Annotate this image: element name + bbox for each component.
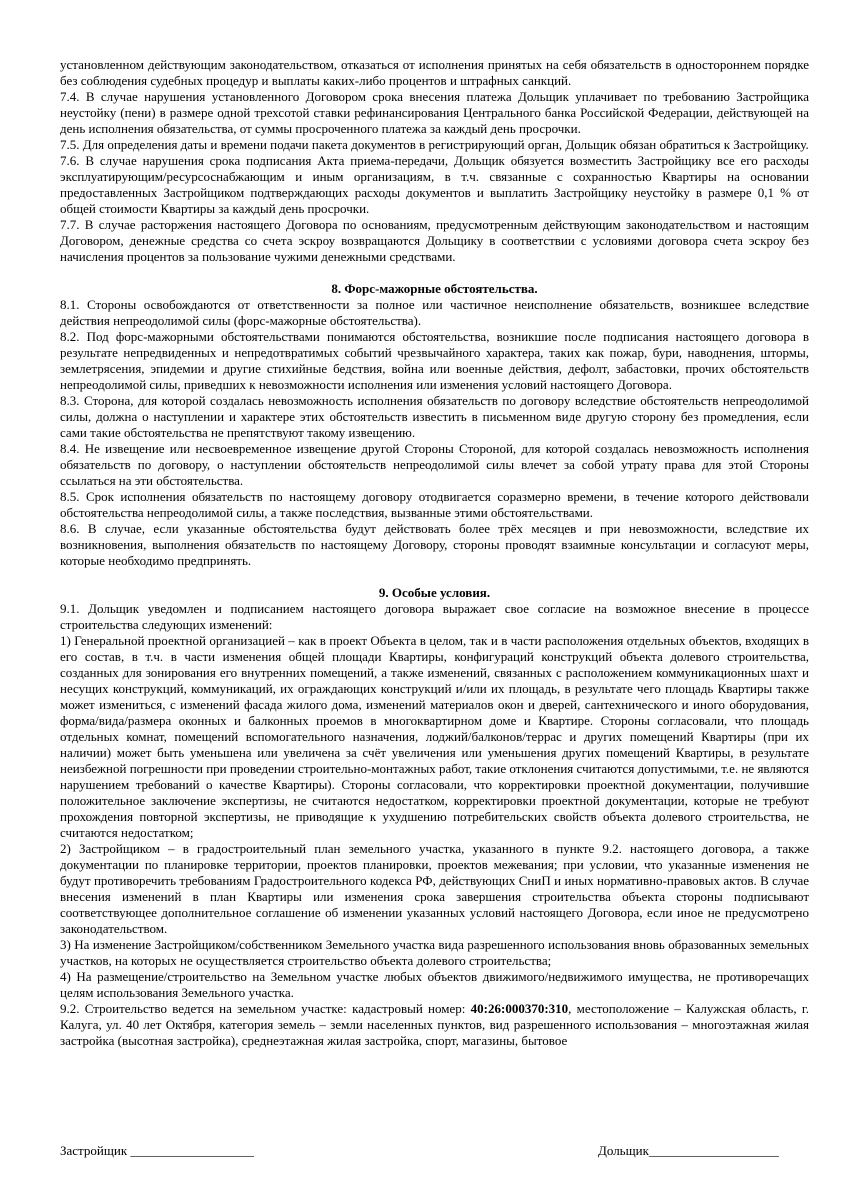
clause-8-2: 8.2. Под форс-мажорными обстоятельствами понимаются обстоятельства, возникшие после подписания настоящего договора в результате непредвиденных и непредотвратимых событий чрезвычайного характера, таких как пожар, бури, наводнения, штормы, землетрясения, эпидемии и другие стихийные бедствия, война или военные действия, дефолт, забастовки, прочих обстоятельств непреодолимой силы, приведших к невозможности исполнения или изменения условий настоящего Договора.	[60, 329, 809, 392]
developer-signature-line: Застройщик ___________________	[60, 1143, 254, 1158]
clause-8-5: 8.5. Срок исполнения обязательств по настоящему договору отодвигается соразмерно времени, в течение которого действовали обстоятельства непреодолимой силы, а также последствия, вызванные этими обстоятельствами.	[60, 489, 809, 520]
clause-7-7: 7.7. В случае расторжения настоящего Договора по основаниям, предусмотренным действующим законодательством и настоящим Договором, денежные средства со счета эскроу возвращаются Дольщику в соответствии с условиями договора счета эскроу без начисления процентов за пользование чужими денежными средствами.	[60, 217, 809, 264]
clause-7-4: 7.4. В случае нарушения установленного Договором срока внесения платежа Дольщик уплачивает по требованию Застройщика неустойку (пени) в размере одной трехсотой ставки рефинансирования Центрального банка Российской Федерации, действующей на день исполнения обязательства, от суммы просроченного платежа за каждый день просрочки.	[60, 89, 809, 136]
section8-heading: 8. Форс-мажорные обстоятельства.	[331, 281, 538, 296]
spacer	[60, 569, 809, 585]
section7-continuation: установленном действующим законодательством, отказаться от исполнения принятых на себя обязательств в одностороннем порядке без соблюдения судебных процедур и выплаты каких-либо процентов и штрафных санкций.	[60, 57, 809, 88]
spacer	[60, 265, 809, 281]
cadastral-number: 40:26:000370:310	[470, 1001, 569, 1016]
document-page	[60, 57, 809, 1049]
clause-9-2	[60, 1001, 809, 1049]
clause-7-6: 7.6. В случае нарушения срока подписания Акта приема-передачи, Дольщик обязуется возместить Застройщику все его расходы эксплуатирующим/ресурсоснабжающим и иным организациям, в т.ч. связанные с сохранностью Квартиры на основании предоставленных Застройщиком подтверждающих расходы документов и выплатить Застройщику неустойку в размере 0,1 % от общей стоимости Квартиры за каждый день просрочки.	[60, 153, 809, 216]
clause-9-2-rest: , местоположение – Калужская область, г. Калуга, ул. 40 лет Октября, категория земель – земли населенных пунктов, вид разрешенного использования – многоэтажная жилая застройка (высотная застройка), среднеэтажная жилая застройка, спорт, магазины, бытовое	[60, 1001, 809, 1048]
clause-9-1-item-2: 2) Застройщиком – в градостроительный план земельного участка, указанного в пункте 9.2. настоящего договора, а также документации по планировке территории, проектов планировки, проектов межевания; при условии, что указанные изменения не будут противоречить требованиям Градостроительного кодекса РФ, действующих СниП и иных нормативно-правовых актов. В случае внесения изменений в план Квартиры или изменения срока завершения строительства объекта стороны подписывают соответствующее дополнительное соглашение об изменении указанных условий настоящего Договора, если иное не предусмотрено законодательством.	[60, 841, 809, 936]
clause-9-1-item-3: 3) На изменение Застройщиком/собственником Земельного участка вида разрешенного использования вновь образованных земельных участков, на которых не осуществляется строительство объекта долевого строительства;	[60, 937, 809, 968]
clause-7-5: 7.5. Для определения даты и времени подачи пакета документов в регистрирующий орган, Дольщик обязан обратиться к Застройщику.	[60, 137, 809, 152]
clause-8-3: 8.3. Сторона, для которой создалась невозможность исполнения обязательств по договору вследствие обстоятельств непреодолимой силы, должна о наступлении и характере этих обстоятельств известить в письменном виде другую сторону без промедления, если сами такие обстоятельства не препятствуют такому извещению.	[60, 393, 809, 440]
clause-8-6: 8.6. В случае, если указанные обстоятельства будут действовать более трёх месяцев и при невозможности, вследствие их возникновения, выполнения обязательств по настоящему Договору, стороны проводят взаимные консультации и согласуют меры, которые необходимо предпринять.	[60, 521, 809, 568]
section9-heading: 9. Особые условия.	[378, 585, 491, 600]
clause-8-1: 8.1. Стороны освобождаются от ответственности за полное или частичное неисполнение обязательств, возникшее вследствие действия непреодолимой силы (форс-мажорные обстоятельства).	[60, 297, 809, 328]
shareholder-signature-line: Дольщик____________________	[598, 1143, 779, 1158]
clause-9-1-item-4: 4) На размещение/строительство на Земельном участке любых объектов движимого/недвижимого имущества, не противоречащих целям использования Земельного участка.	[60, 969, 809, 1000]
clause-8-4: 8.4. Не извещение или несвоевременное извещение другой Стороны Стороной, для которой создалась невозможность исполнения обязательств по договору, о наступлении обстоятельств непреодолимой силы влечет за собой утрату права для этой Стороны ссылаться на эти обстоятельства.	[60, 441, 809, 488]
clause-9-1-item-1: 1) Генеральной проектной организацией – как в проект Объекта в целом, так и в части расположения отдельных объектов, входящих в его состав, в т.ч. в части изменения общей площади Квартиры, конфигураций конструкций объекта долевого строительства, созданных для зонирования его внутренних помещений, а также изменений, связанных с расположением коммуникационных шахт и несущих конструкций, коммуникаций, их ограждающих конструкций и/или их площадь, в результате чего площадь Квартиры также может измениться, с изменений фасада жилого дома, изменений материалов окон и дверей, сантехнического и иного оборудования, форма/вида/размера оконных и балконных проемов в многоквартирном доме и Квартире. Стороны согласовали, что площадь отдельных комнат, помещений вспомогательного назначения, лоджий/балконов/террас и других помещений Квартиры (при их наличии) может быть уменьшена или увеличена за счёт увеличения или уменьшения других помещений Квартиры, в результате неизбежной погрешности при проведении строительно-монтажных работ, такие отклонения считаются допустимыми, т.е. не являются нарушением требований о качестве Квартиры). Стороны согласовали, что корректировки проектной документации, получившие положительное заключение экспертизы, не считаются недостатком, корректировки проектной документации, которые не требуют прохождения повторной экспертизы, не приводящие к ухудшению потребительских свойств объекта долевого строительства, не считаются недостатком;	[60, 633, 809, 840]
clause-9-2-intro: 9.2. Строительство ведется на земельном участке: кадастровый номер:	[60, 1001, 471, 1016]
clause-9-1: 9.1. Дольщик уведомлен и подписанием настоящего договора выражает свое согласие на возможное внесение в процессе строительства следующих изменений:	[60, 601, 809, 632]
